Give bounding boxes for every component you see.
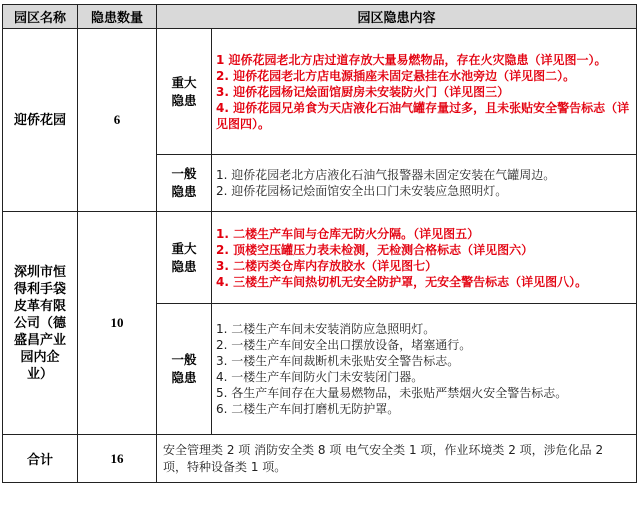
total-count: 16 bbox=[78, 435, 157, 483]
header-content: 园区隐患内容 bbox=[157, 5, 637, 29]
total-label: 合计 bbox=[3, 435, 78, 483]
list-item: 1 迎侨花园老北方店过道存放大量易燃物品，存在火灾隐患（详见图一）。 bbox=[216, 52, 607, 67]
park1-general-label: 一般隐患 bbox=[171, 166, 197, 199]
park2-major-list bbox=[212, 212, 637, 304]
park2-major-label: 重大隐患 bbox=[171, 240, 197, 274]
park1-major-list bbox=[212, 29, 637, 155]
list-item: 6. 二楼生产车间打磨机无防护罩。 bbox=[216, 402, 400, 416]
park2-name: 深圳市恒得利手袋皮革有限公司（德盛昌产业园内企业） bbox=[13, 264, 66, 382]
park2-general-label: 一般隐患 bbox=[171, 352, 197, 385]
list-item: 1. 迎侨花园老北方店液化石油气报警器未固定安装在气罐周边。 bbox=[216, 168, 556, 182]
list-item: 5. 各生产车间存在大量易燃物品，未张贴严禁烟火安全警告标志。 bbox=[216, 386, 568, 400]
park2-major-row bbox=[3, 212, 637, 304]
list-item: 1. 二楼生产车间未安装消防应急照明灯。 bbox=[216, 322, 436, 336]
list-item: 4. 迎侨花园兄弟食为天店液化石油气罐存量过多，且未张贴安全警告标志（详见图四）。 bbox=[216, 100, 630, 131]
header-park-name: 园区名称 bbox=[3, 5, 78, 29]
park1-name: 迎侨花园 bbox=[3, 29, 78, 212]
list-item: 2. 顶楼空压罐压力表未检测，无检测合格标志（详见图六） bbox=[216, 242, 534, 257]
list-item: 3. 二楼丙类仓库内存放胶水（详见图七） bbox=[216, 258, 438, 273]
park1-general-list bbox=[212, 155, 637, 212]
list-item: 3. 迎侨花园杨记烩面馆厨房未安装防火门（详见图三） bbox=[216, 84, 510, 99]
park1-major-label: 重大隐患 bbox=[171, 74, 197, 108]
total-summary: 安全管理类 2 项 消防安全类 8 项 电气安全类 1 项，作业环境类 2 项，涉危化品 2 项，特种设备类 1 项。 bbox=[157, 435, 637, 483]
list-item: 2. 迎侨花园杨记烩面馆安全出口门未安装应急照明灯。 bbox=[216, 184, 508, 198]
list-item: 4. 三楼生产车间热切机无安全防护罩，无安全警告标志（详见图八）。 bbox=[216, 274, 588, 289]
list-item: 3. 一楼生产车间裁断机未张贴安全警告标志。 bbox=[216, 354, 460, 368]
park2-general-list bbox=[212, 304, 637, 435]
list-item: 2. 迎侨花园老北方店电源插座未固定悬挂在水池旁边（详见图二）。 bbox=[216, 68, 576, 83]
header-count: 隐患数量 bbox=[78, 5, 157, 29]
list-item: 2. 一楼生产车间安全出口摆放设备，堵塞通行。 bbox=[216, 338, 472, 352]
header-row bbox=[3, 5, 637, 29]
hazard-table bbox=[2, 4, 637, 483]
park2-count: 10 bbox=[78, 212, 157, 435]
park1-count: 6 bbox=[78, 29, 157, 212]
total-row bbox=[3, 435, 637, 483]
park1-major-row bbox=[3, 29, 637, 155]
list-item: 1. 二楼生产车间与仓库无防火分隔。（详见图五） bbox=[216, 226, 480, 241]
list-item: 4. 一楼生产车间防火门未安装闭门器。 bbox=[216, 370, 424, 384]
